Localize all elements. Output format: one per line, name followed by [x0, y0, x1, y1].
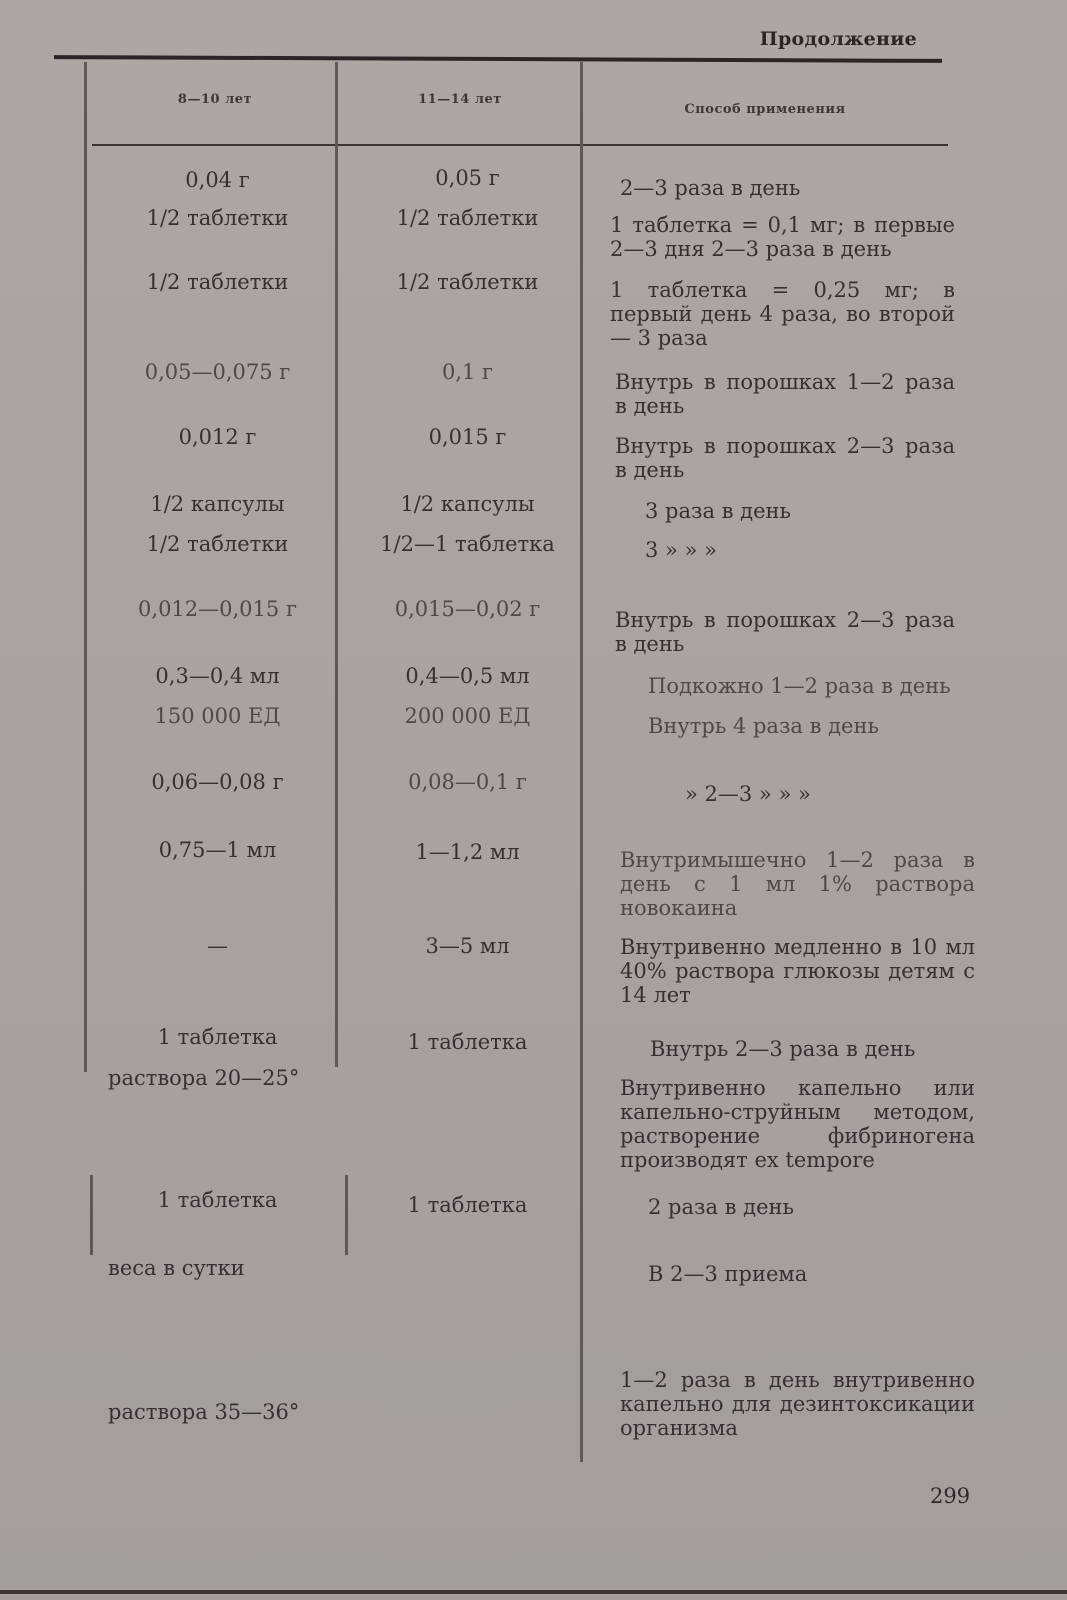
dose-8-10-row-7: 1/2 таблетки: [146, 532, 289, 556]
dose-11-14-row-14: 1 таблетка: [407, 1030, 528, 1054]
dose-11-14-row-7: 1/2—1 таблетка: [380, 532, 555, 556]
page-bottom-edge: [0, 1590, 1067, 1594]
method-row-14: Внутрь 2—3 раза в день: [650, 1037, 916, 1061]
dose-8-10-row-3: 1/2 таблетки: [146, 270, 289, 294]
method-row-6: 3 раза в день: [645, 499, 791, 523]
method-row-17: В 2—3 приема: [648, 1262, 808, 1286]
dose-8-10-row-9: 0,3—0,4 мл: [155, 664, 280, 688]
column-divider-left-lower: [90, 1175, 93, 1255]
dose-8-10-row-5: 0,012 г: [178, 425, 257, 449]
dose-8-10-row-6: 1/2 капсулы: [150, 492, 285, 516]
dose-11-14-row-8: 0,015—0,02 г: [394, 597, 541, 621]
dose-11-14-row-9: 0,4—0,5 мл: [405, 664, 530, 688]
method-row-8: Внутрь в порошках 2—3 раза в день: [615, 608, 955, 656]
dose-8-10-row-16: 1 таблетка: [157, 1188, 278, 1212]
method-row-11: » 2—3 » » »: [685, 782, 811, 806]
dose-8-10-row-14: 1 таблетка: [157, 1025, 278, 1049]
dose-11-14-row-2: 1/2 таблетки: [396, 206, 539, 230]
header-method: Способ применения: [684, 102, 846, 117]
dose-11-14-row-13: 3—5 мл: [425, 934, 510, 958]
method-row-10: Внутрь 4 раза в день: [648, 714, 879, 738]
dose-8-10-row-12: 0,75—1 мл: [158, 838, 277, 862]
method-row-3: 1 таблетка = 0,25 мг; в первый день 4 раза, во второй — 3 раза: [610, 278, 955, 350]
method-row-5: Внутрь в порошках 2—3 раза в день: [615, 434, 955, 482]
dose-8-10-row-15: раствора 20—25°: [108, 1066, 300, 1090]
dose-11-14-row-12: 1—1,2 мл: [415, 840, 520, 864]
method-row-16: 2 раза в день: [648, 1195, 794, 1219]
method-row-1: 2—3 раза в день: [620, 176, 801, 200]
dose-11-14-row-5: 0,015 г: [428, 425, 507, 449]
method-row-7: 3 » » »: [645, 538, 717, 562]
header-rule: [92, 144, 948, 146]
header-age-8-10: 8—10 лет: [177, 92, 253, 107]
dose-8-10-row-13: —: [207, 934, 228, 958]
dose-8-10-row-10: 150 000 ЕД: [154, 704, 281, 728]
dose-11-14-row-3: 1/2 таблетки: [396, 270, 539, 294]
dose-11-14-row-1: 0,05 г: [435, 166, 500, 190]
method-row-4: Внутрь в порошках 1—2 раза в день: [615, 370, 955, 418]
column-divider-left: [84, 62, 87, 1072]
header-age-11-14: 11—14 лет: [418, 92, 502, 107]
method-row-15: Внутривенно капельно или капельно-струйным методом, растворение фибриногена производят ex tempore: [620, 1076, 975, 1172]
dose-8-10-row-18: раствора 35—36°: [108, 1400, 300, 1424]
dose-11-14-row-16: 1 таблетка: [407, 1193, 528, 1217]
dose-11-14-row-11: 0,08—0,1 г: [408, 770, 527, 794]
continuation-label: Продолжение: [759, 28, 917, 50]
dose-8-10-row-1: 0,04 г: [185, 168, 250, 192]
method-row-18: 1—2 раза в день внутривенно капельно для дезинтоксикации организма: [620, 1368, 975, 1440]
dose-11-14-row-10: 200 000 ЕД: [404, 704, 531, 728]
dose-8-10-row-2: 1/2 таблетки: [146, 206, 289, 230]
table-top-rule: [54, 55, 942, 63]
method-row-13: Внутривенно медленно в 10 мл 40% раствора глюкозы детям с 14 лет: [620, 935, 975, 1007]
dose-8-10-row-4: 0,05—0,075 г: [144, 360, 291, 384]
method-row-2: 1 таблетка = 0,1 мг; в первые 2—3 дня 2—3 раза в день: [610, 213, 955, 261]
dose-8-10-row-17: веса в сутки: [108, 1256, 245, 1280]
method-row-12: Внутримышечно 1—2 раза в день с 1 мл 1% раствора новокаина: [620, 848, 975, 920]
method-row-9: Подкожно 1—2 раза в день: [648, 674, 951, 698]
dose-11-14-row-6: 1/2 капсулы: [400, 492, 535, 516]
dose-11-14-row-4: 0,1 г: [441, 360, 494, 384]
dose-8-10-row-8: 0,012—0,015 г: [138, 597, 297, 621]
dose-8-10-row-11: 0,06—0,08 г: [151, 770, 284, 794]
page-number: 299: [930, 1484, 971, 1508]
